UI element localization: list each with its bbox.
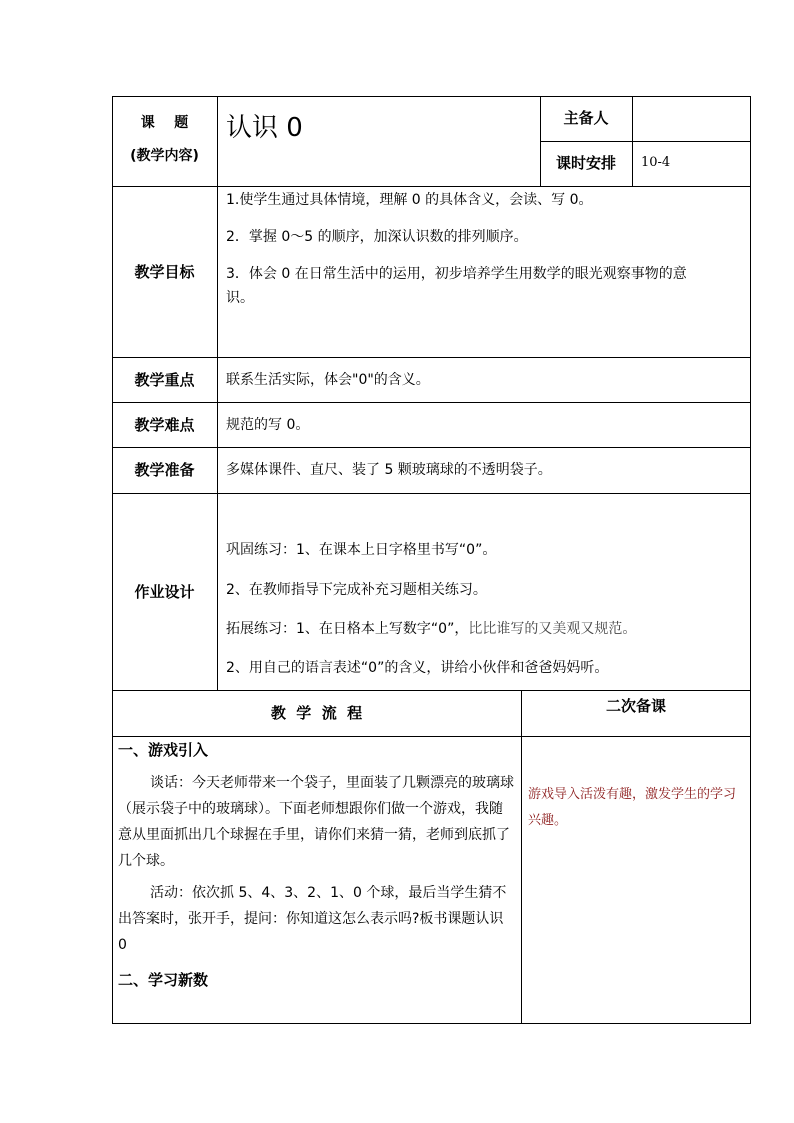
table-col-divider [521, 690, 522, 1024]
difficulty-label: 教学难点 [134, 416, 195, 434]
table-col-divider [632, 96, 633, 187]
homework-line-3 [226, 619, 636, 639]
key-point-label: 教学重点 [134, 371, 195, 389]
preparer-label: 主备人 [563, 109, 609, 127]
table-border-left [112, 96, 113, 1024]
table-divider [112, 493, 751, 494]
schedule-value: 10-4 [641, 155, 671, 170]
goal-item-1: 1.使学生通过具体情境，理解 0 的具体含义，会读、写 0。 [226, 192, 593, 208]
homework-label: 作业设计 [134, 583, 195, 601]
topic-label-line2: (教学内容) [130, 148, 199, 164]
goal-item-3: 3．体会 0 在日常生活中的运用，初步培养学生用数学的眼光观察事物的意 [226, 266, 687, 282]
table-border-top [112, 96, 751, 97]
table-divider [112, 690, 751, 691]
homework-line-2: 2、在教师指导下完成补充习题相关练习。 [226, 582, 487, 598]
process-paragraph-1: 谈话：今天老师带来一个袋子，里面装了几颗漂亮的玻璃球（展示袋子中的玻璃球）。下面老师想跟你们做一个游戏，我随意从里面抓出几个球握在手里，请你们来猜一猜，老师到底抓了几个球。 [118, 775, 514, 869]
table-divider [112, 447, 751, 448]
homework-line-3b: 比比谁写的又美观又规范。 [468, 621, 637, 637]
preparation-label: 教学准备 [134, 461, 195, 479]
table-border-bottom [112, 1023, 751, 1024]
table-divider [540, 141, 751, 142]
key-point-text: 联系生活实际，体会"0"的含义。 [226, 372, 430, 388]
schedule-label: 课时安排 [555, 154, 616, 172]
goal-item-2: 2．掌握 0～5 的顺序，加深认识数的排列顺序。 [226, 229, 528, 245]
topic-label [112, 113, 217, 133]
goals-label: 教学目标 [134, 263, 195, 281]
table-divider [112, 736, 751, 737]
table-border-right [750, 96, 751, 1024]
second-prep-header: 二次备课 [605, 697, 666, 715]
homework-line-4: 2、用自己的语言表述“0”的含义，讲给小伙伴和爸爸妈妈听。 [226, 660, 609, 676]
section2-title: 二、学习新数 [118, 971, 209, 989]
section1-title: 一、游戏引入 [118, 741, 209, 759]
second-prep-note: 游戏导入活泼有趣，激发学生的学习兴趣。 [528, 787, 737, 828]
table-divider [112, 402, 751, 403]
topic-title: 认识 0 [226, 113, 303, 143]
table-divider [112, 357, 751, 358]
difficulty-text: 规范的写 0。 [226, 417, 310, 433]
table-divider [112, 186, 751, 187]
process-header: 教 学 流 程 [270, 704, 363, 722]
homework-line-3a: 拓展练习：1、在日格本上写数字“0”， [226, 621, 469, 637]
table-col-divider [217, 96, 218, 691]
preparation-text: 多媒体课件、直尺、装了 5 颗玻璃球的不透明袋子。 [226, 462, 552, 478]
topic-label-sub [112, 146, 217, 166]
process-paragraph-2: 活动：依次抓 5、4、3、2、1、0 个球，最后当学生猜不出答案时，张开手，提问：你知道这怎么表示吗?板书课题认识 0 [118, 885, 507, 953]
homework-line-1: 巩固练习：1、在课本上日字格里书写“0”。 [226, 542, 497, 558]
goal-item-3-cont: 识。 [226, 290, 254, 306]
topic-label-line1: 课 题 [140, 115, 189, 131]
